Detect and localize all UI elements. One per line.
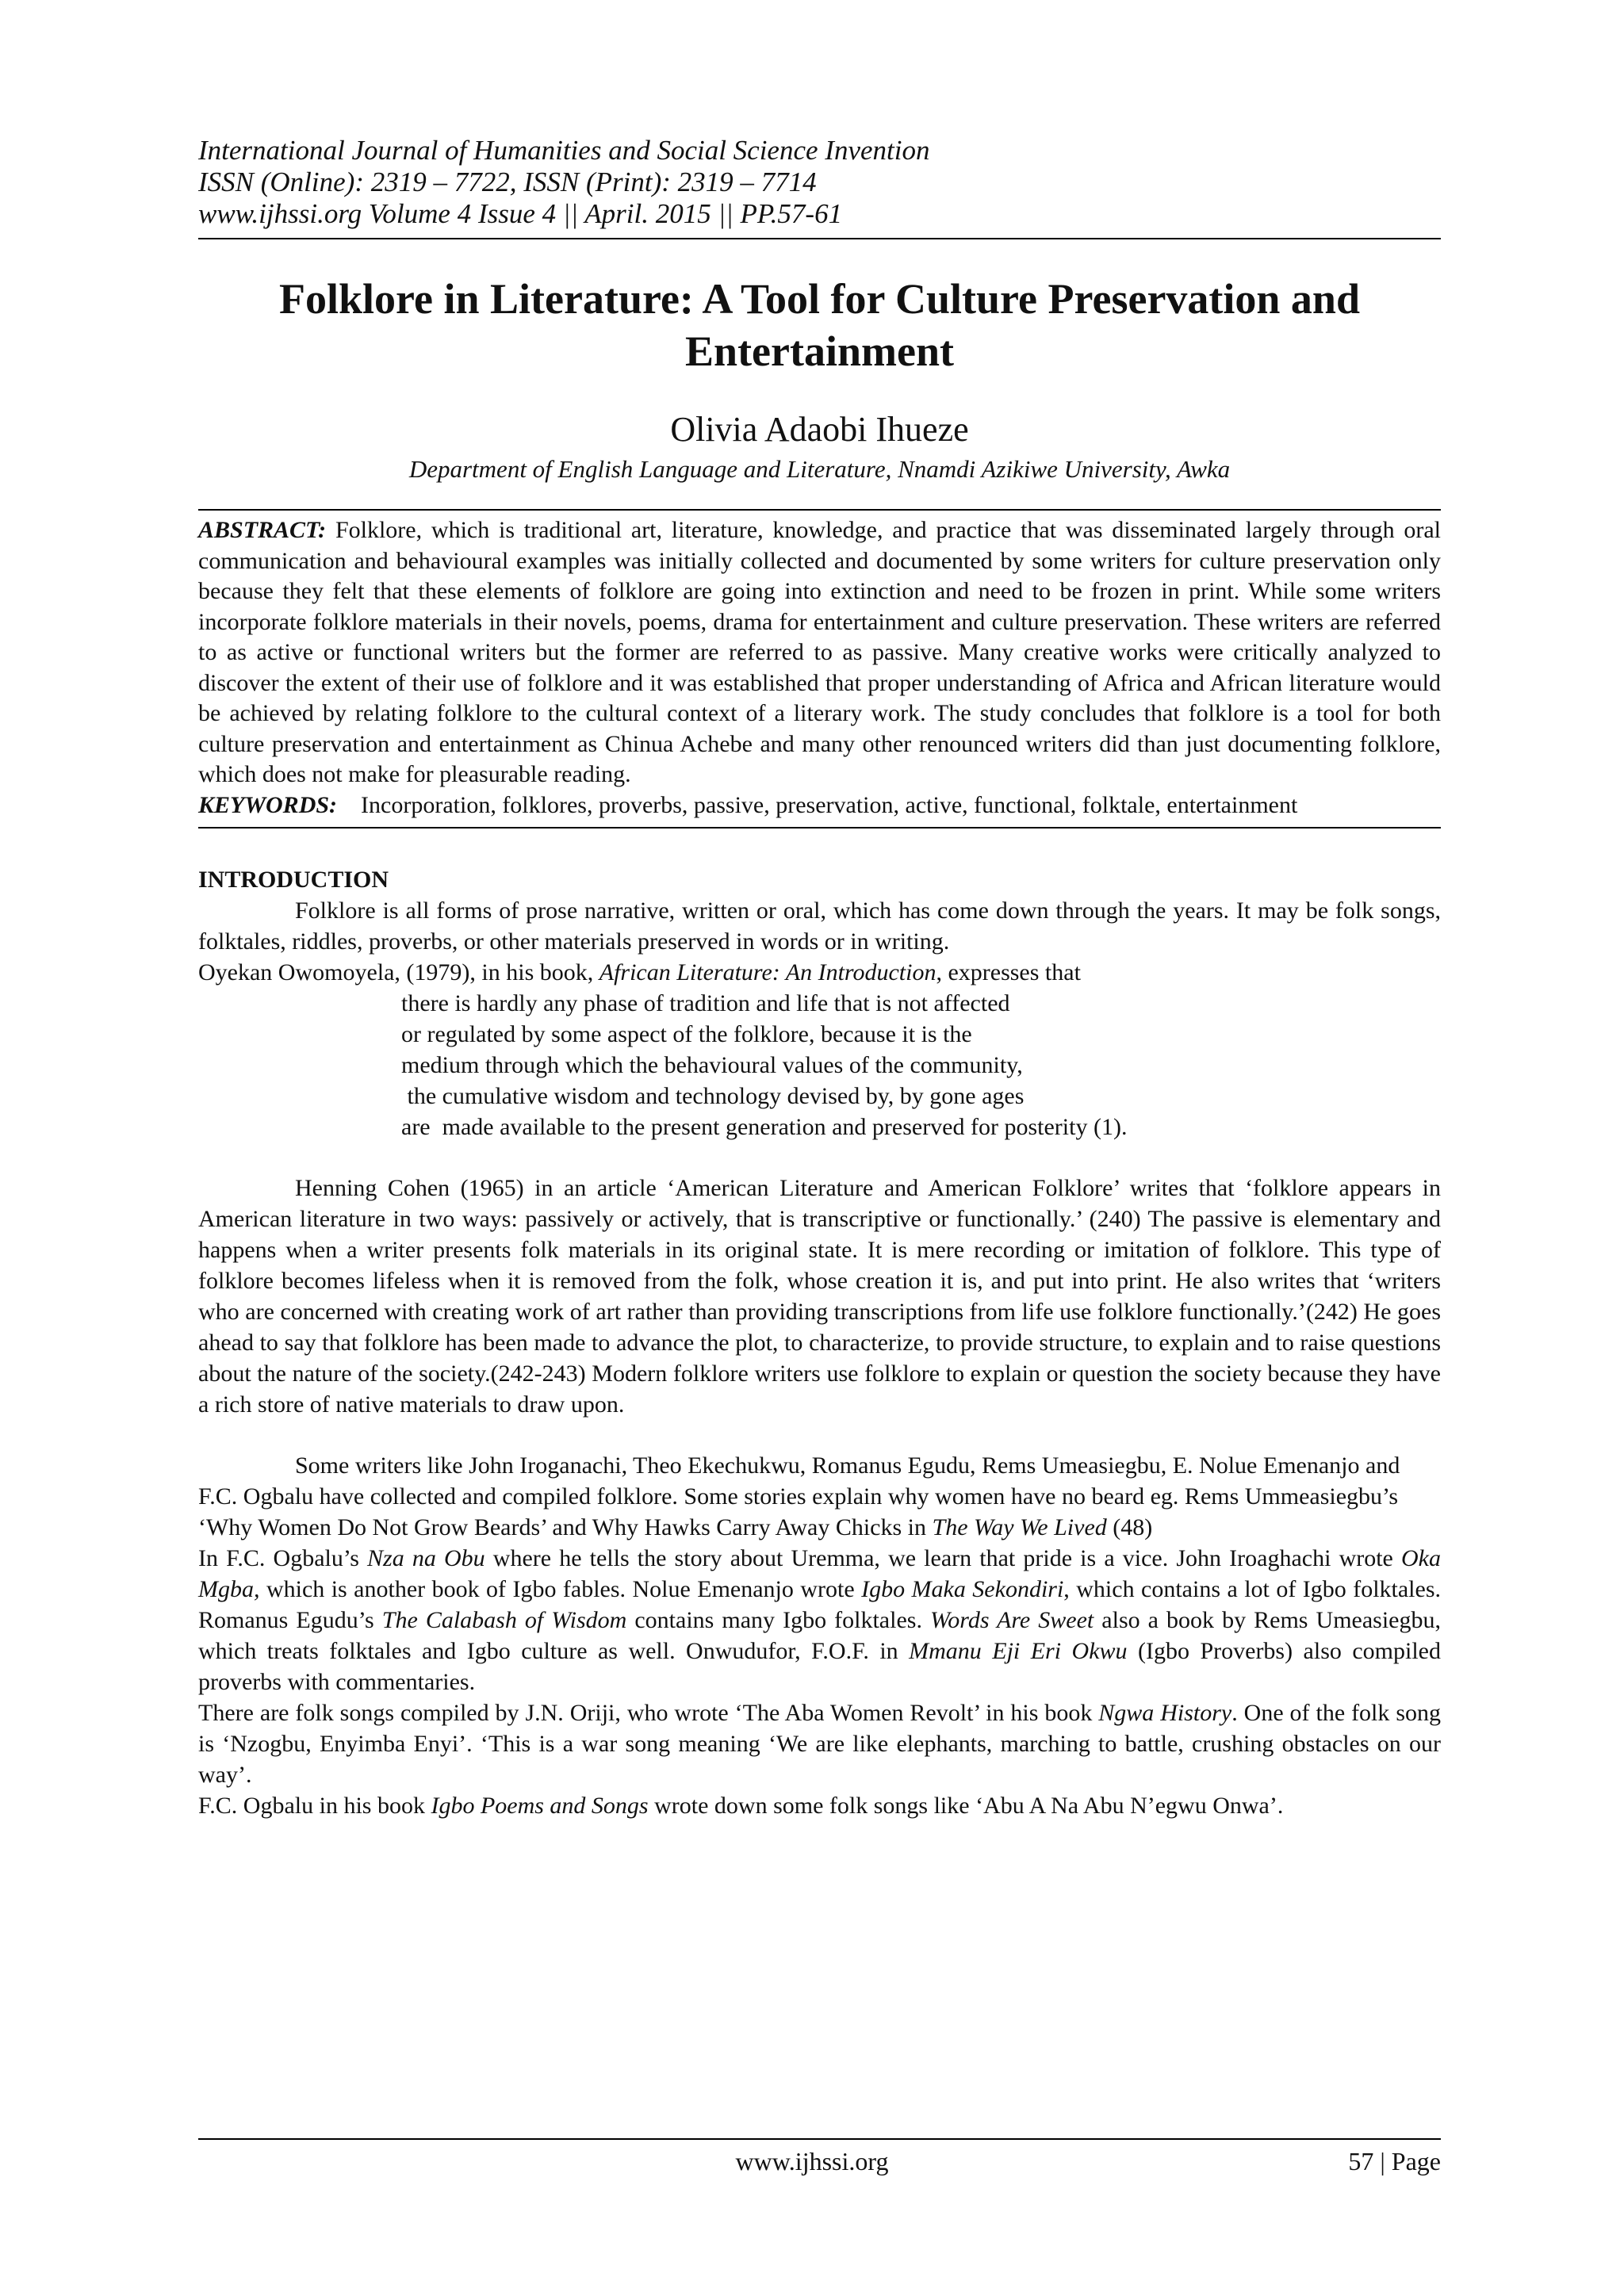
book-title-the-way-we-lived: The Way We Lived bbox=[932, 1514, 1107, 1540]
quote-line: medium through which the behavioural values of the community, bbox=[401, 1052, 1023, 1078]
paragraph-gap bbox=[198, 1420, 1441, 1450]
intro-p4-text-end: (48) bbox=[1106, 1514, 1153, 1540]
author-affiliation: Department of English Language and Literature, Nnamdi Azikiwe University, Awka bbox=[408, 455, 1231, 483]
book-title-african-literature: African Literature: An Introduction bbox=[599, 959, 936, 985]
book-title: Ngwa History bbox=[1098, 1700, 1232, 1726]
p5-text: (Igbo Proverbs) also compiled proverbs with commentaries. bbox=[198, 1638, 1441, 1695]
abstract-label: ABSTRACT: bbox=[198, 517, 327, 543]
header-divider bbox=[198, 238, 1441, 239]
quote-line: there is hardly any phase of tradition and life that is not affected bbox=[401, 990, 1010, 1016]
paragraph-gap bbox=[198, 1142, 1441, 1173]
journal-header bbox=[198, 135, 1441, 230]
abstract-bottom-divider bbox=[198, 827, 1441, 828]
abstract-top-divider bbox=[198, 509, 1441, 511]
p5-text: In F.C. Ogbalu’s bbox=[198, 1545, 368, 1571]
footer-website: www.ijhssi.org bbox=[735, 2147, 889, 2175]
abstract bbox=[198, 515, 1441, 790]
book-title: Igbo Poems and Songs bbox=[431, 1793, 649, 1819]
p6-text: . One of the folk song is ‘Nzogbu, Enyimba Enyi’. ‘This is a war song meaning ‘We are like elephants, marching to battle, crushing obstacles on our way’. bbox=[198, 1700, 1441, 1788]
intro-paragraph-1: Folklore is all forms of prose narrative, written or oral, which has come down through the years. It may be folk songs, folktales, riddles, proverbs, or other materials preserved in words or in writing. bbox=[198, 897, 1441, 955]
keywords-text: Incorporation, folklores, proverbs, passive, preservation, active, functional, folktale, entertainment bbox=[361, 791, 1298, 818]
intro-paragraph-6 bbox=[198, 1697, 1441, 1790]
intro-p4-text: Some writers like John Iroganachi, Theo Ekechukwu, Romanus Egudu, Rems Umeasiegbu, E. Nolue Emenanjo and F.C. Ogbalu have collected and compiled folklore. Some stories explain why women have no beard eg. Rems Ummeasiegbu’s ‘Why Women Do Not Grow Beards’ and Why Hawks Carry Away Chicks in bbox=[198, 1452, 1400, 1540]
footer-page-number: 57 | Page bbox=[1348, 2147, 1441, 2175]
p7-text: wrote down some folk songs like ‘Abu A Na Abu N’egwu Onwa’. bbox=[648, 1793, 1284, 1819]
journal-volume: www.ijhssi.org Volume 4 Issue 4 || April. 2015 || PP.57-61 bbox=[198, 198, 843, 229]
paper-page bbox=[198, 135, 1441, 1821]
intro-paragraph-3: Henning Cohen (1965) in an article ‘American Literature and American Folklore’ writes that ‘folklore appears in American literature in two ways: passively or actively, that is transcriptive or functionally.’ (240) The passive is elementary and happens when a writer presents folk materials in its original state. It is mere recording or imitation of folklore. This type of folklore becomes lifeless when it is removed from the folk, whose creation it is, and put into print. He also writes that ‘writers who are concerned with creating work of art rather than providing transcriptions from life use folklore functionally.’(242) He goes ahead to say that folklore has been made to advance the plot, to characterize, to provide structure, to explain and to raise questions about the nature of the society.(242-243) Modern folklore writers use folklore to explain or question the society because they have a rich store of native materials to draw upon. bbox=[198, 1175, 1441, 1418]
section-heading-introduction: INTRODUCTION bbox=[198, 867, 389, 893]
book-title: Nza na Obu bbox=[367, 1545, 485, 1571]
p6-text: There are folk songs compiled by J.N. Oriji, who wrote ‘The Aba Women Revolt’ in his book bbox=[198, 1700, 1099, 1726]
p5-text: , which contains a lot of Igbo folktales. Romanus Egudu’s bbox=[198, 1576, 1442, 1633]
quote-line: the cumulative wisdom and technology devised by, by gone ages bbox=[401, 1083, 1025, 1109]
p5-text: contains many Igbo folktales. bbox=[626, 1607, 931, 1633]
p5-text: which is another book of Igbo fables. Nolue Emenanjo wrote bbox=[259, 1576, 862, 1602]
quote-line: or regulated by some aspect of the folklore, because it is the bbox=[401, 1021, 972, 1047]
keywords-label: KEYWORDS: bbox=[198, 791, 338, 818]
book-title: Oka Mgba, bbox=[198, 1545, 1441, 1602]
intro-p2-text: Oyekan Owomoyela, (1979), in his book, bbox=[198, 959, 599, 985]
p7-text: F.C. Ogbalu in his book bbox=[198, 1793, 431, 1819]
intro-paragraph-5 bbox=[198, 1543, 1441, 1697]
block-quote bbox=[401, 988, 1441, 1142]
book-title: Mmanu Eji Eri Okwu bbox=[909, 1638, 1128, 1664]
journal-name: International Journal of Humanities and Social Science Invention bbox=[198, 135, 930, 166]
book-title: Igbo Maka Sekondiri bbox=[861, 1576, 1064, 1602]
intro-paragraph-2 bbox=[198, 957, 1441, 988]
paper-title: Folklore in Literature: A Tool for Culture Preservation and Entertainment bbox=[279, 275, 1360, 375]
journal-issn: ISSN (Online): 2319 – 7722, ISSN (Print): 2319 – 7714 bbox=[198, 166, 817, 197]
book-title: Words Are Sweet bbox=[930, 1607, 1094, 1633]
p5-text: where he tells the story about Uremma, we learn that pride is a vice. John Iroaghachi wrote bbox=[485, 1545, 1402, 1571]
p5-text: also a book by Rems Umeasiegbu, which treats folktales and Igbo culture as well. Onwudufor, F.O.F. in bbox=[198, 1607, 1441, 1664]
quote-line: are made available to the present generation and preserved for posterity (1). bbox=[401, 1114, 1128, 1140]
intro-paragraph-7 bbox=[198, 1790, 1441, 1821]
author-name: Olivia Adaobi Ihueze bbox=[670, 410, 969, 449]
footer-divider bbox=[198, 2138, 1441, 2140]
intro-paragraph-4 bbox=[198, 1450, 1441, 1543]
abstract-text: Folklore, which is traditional art, literature, knowledge, and practice that was disseminated largely through oral communication and behavioural examples was initially collected and documented by some writers for culture preservation only because they felt that these elements of folklore are going into extinction and need to be frozen in print. While some writers incorporate folklore materials in their novels, poems, drama for entertainment and culture preservation. These writers are referred to as active or functional writers but the former are referred to as passive. Many creative works were critically analyzed to discover the extent of their use of folklore and it was established that proper understanding of Africa and African literature would be achieved by relating folklore to the cultural context of a literary work. The study concludes that folklore is a tool for both culture preservation and entertainment as Chinua Achebe and many other renounced writers did than just documenting folklore, which does not make for pleasurable reading. bbox=[198, 517, 1441, 787]
intro-p2-text-end: , expresses that bbox=[936, 959, 1081, 985]
keywords bbox=[198, 790, 1441, 821]
book-title: The Calabash of Wisdom bbox=[381, 1607, 627, 1633]
